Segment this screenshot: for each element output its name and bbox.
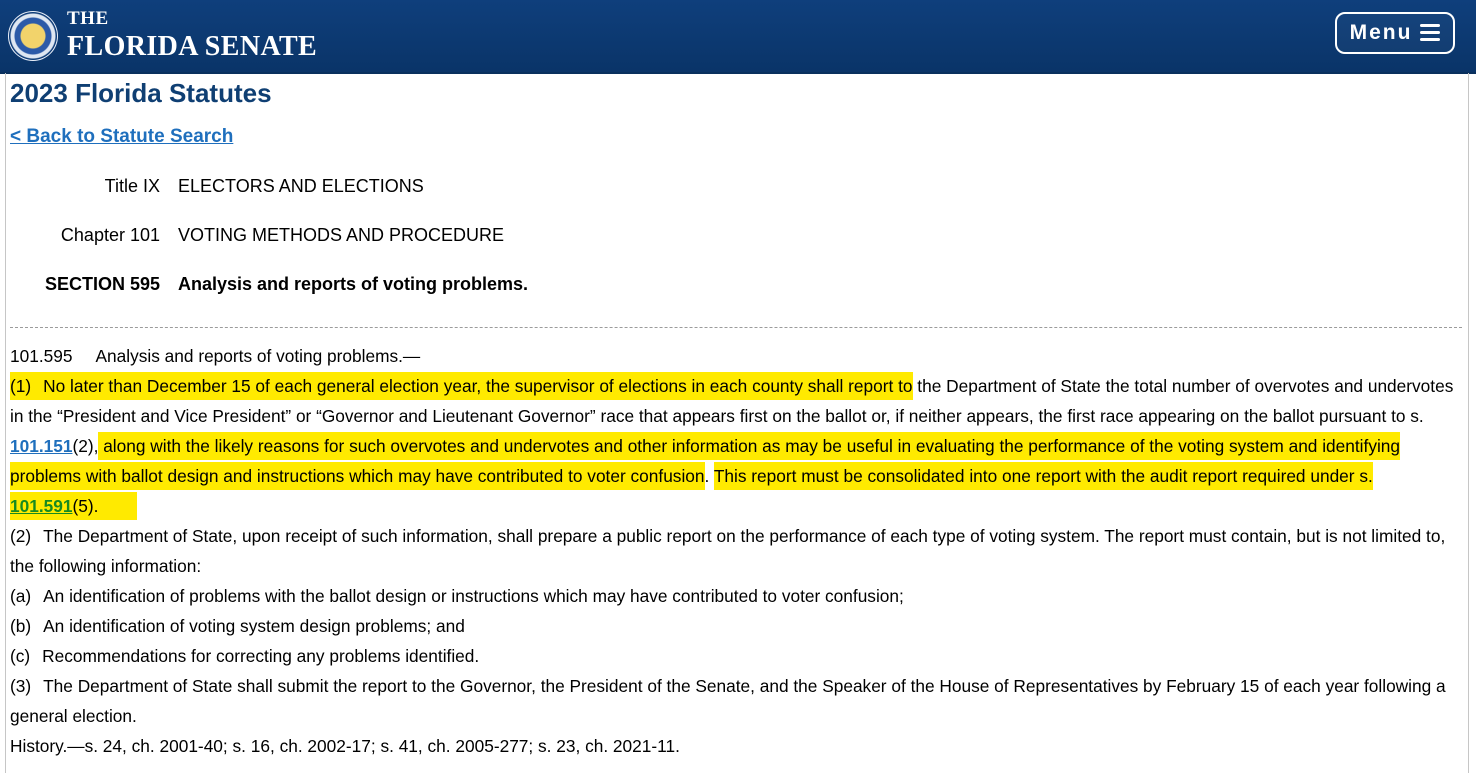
section-divider bbox=[10, 327, 1462, 328]
title-value: ELECTORS AND ELECTIONS bbox=[178, 176, 424, 196]
paragraph-b bbox=[10, 611, 1462, 641]
title-label: Title IX bbox=[104, 176, 160, 196]
subsection-1-text-a: No later than December 15 of each general election year, the supervisor of elections in each county shall report to bbox=[43, 376, 913, 396]
back-to-statute-search-link[interactable]: < Back to Statute Search bbox=[10, 126, 234, 147]
subsection-1-highlight-a bbox=[10, 372, 913, 400]
history-note: History.—s. 24, ch. 2001-40; s. 16, ch. 2002-17; s. 41, ch. 2005-277; s. 23, ch. 2021-11. bbox=[10, 736, 680, 756]
subsection-label: (2) bbox=[10, 526, 32, 546]
statute-link-101-591[interactable]: 101.591 bbox=[10, 496, 73, 516]
catchline-text: Analysis and reports of voting problems.— bbox=[95, 346, 421, 366]
brand-title[interactable]: FLORIDA SENATE bbox=[67, 31, 318, 62]
subsection-1-text-f: This report must be consolidated into one report with the audit report required under s. bbox=[713, 466, 1373, 486]
subsection-2 bbox=[10, 521, 1462, 581]
paragraph-label: (a) bbox=[10, 586, 32, 606]
subsection-1-highlight-d: along with the likely reasons for such overvotes and undervotes and other information as may be useful in evaluating the performance of the voting system and identifying problems with ballot design and instructions which may have contributed to voter confusion bbox=[10, 432, 1400, 490]
subsection-label: (1) bbox=[10, 376, 32, 396]
menu-label: Menu bbox=[1349, 21, 1413, 44]
subsection-1-text-g: (5). bbox=[72, 496, 99, 516]
catchline bbox=[10, 341, 1462, 371]
section-label: SECTION 595 bbox=[44, 274, 160, 294]
menu-button[interactable] bbox=[1335, 12, 1455, 54]
subsection-3-text: The Department of State shall submit the report to the Governor, the President of the Senate, and the Speaker of the House of Representatives by February 15 of each year following a general election. bbox=[10, 676, 1446, 726]
chapter-value: VOTING METHODS AND PROCEDURE bbox=[178, 225, 505, 245]
florida-senate-seal-icon[interactable] bbox=[8, 11, 58, 61]
subsection-2-text: The Department of State, upon receipt of such information, shall prepare a public report on the performance of each type of voting system. The report must contain, but is not limited to, the following information: bbox=[10, 526, 1446, 576]
subsection-1 bbox=[10, 371, 1462, 521]
statute-number: 101.595 bbox=[10, 346, 73, 366]
page-title: 2023 Florida Statutes bbox=[10, 78, 272, 108]
subsection-label: (3) bbox=[10, 676, 32, 696]
paragraph-a-text: An identification of problems with the ballot design or instructions which may have contributed to voter confusion; bbox=[43, 586, 904, 606]
hamburger-menu-icon bbox=[1420, 24, 1440, 42]
paragraph-c-text: Recommendations for correcting any problems identified. bbox=[42, 646, 480, 666]
paragraph-label: (b) bbox=[10, 616, 32, 636]
section-value: Analysis and reports of voting problems. bbox=[178, 274, 529, 294]
chapter-label: Chapter 101 bbox=[60, 225, 160, 245]
statute-text bbox=[10, 341, 1462, 761]
brand-the[interactable]: THE bbox=[67, 8, 109, 29]
subsection-1-text-c: (2), bbox=[72, 436, 99, 456]
subsection-1-text-e: . bbox=[704, 466, 714, 486]
paragraph-a bbox=[10, 581, 1462, 611]
paragraph-b-text: An identification of voting system design problems; and bbox=[43, 616, 465, 636]
site-header bbox=[0, 0, 1476, 74]
subsection-3 bbox=[10, 671, 1462, 731]
paragraph-label: (c) bbox=[10, 646, 31, 666]
subsection-1-text-b: the Department of State the total number of overvotes and undervotes in the “President and Vice President” or “Governor and Lieutenant Governor” race that appears first on the ballot or, if neither appears, the first race appearing on the ballot pursuant to s. bbox=[10, 376, 1454, 426]
statute-link-101-151[interactable]: 101.151 bbox=[10, 436, 73, 456]
paragraph-c bbox=[10, 641, 1462, 671]
